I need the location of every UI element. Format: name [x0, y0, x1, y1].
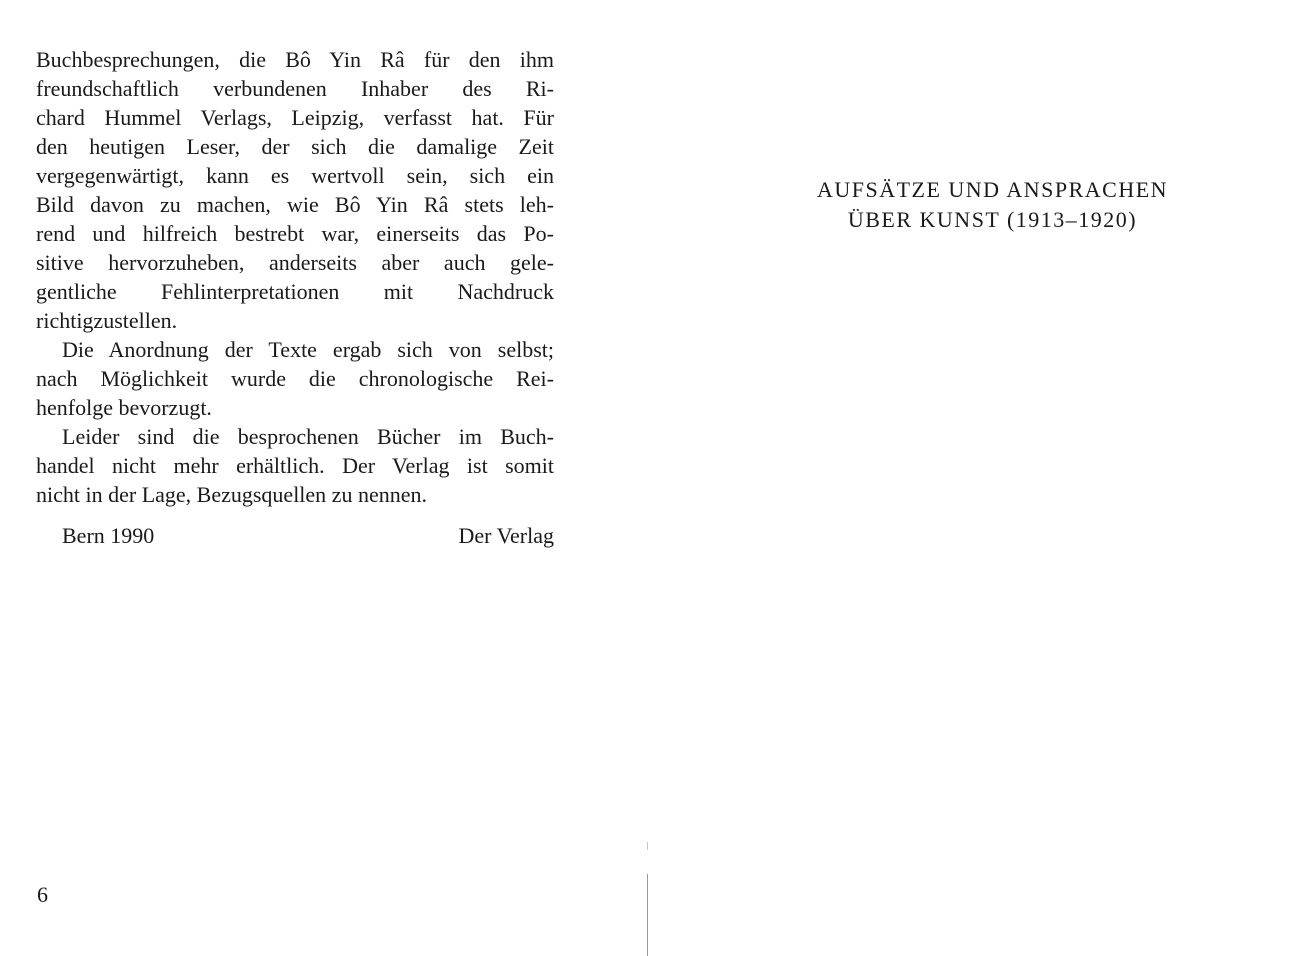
right-page	[650, 0, 1300, 956]
signature-row	[62, 521, 554, 550]
section-title	[800, 175, 1185, 235]
text-line: nach Möglichkeit wurde die chronologische Rei-	[36, 366, 554, 391]
gutter-mark	[647, 842, 648, 850]
page-number: 6	[37, 882, 48, 907]
section-title-line-2: ÜBER KUNST (1913–1920)	[847, 207, 1138, 232]
publisher-signature: Der Verlag	[458, 523, 554, 548]
text-line: Bild davon zu machen, wie Bô Yin Râ stets leh-	[36, 192, 554, 217]
text-line: freundschaftlich verbundenen Inhaber des Ri-	[36, 76, 554, 101]
text-line: henfolge bevorzugt.	[36, 395, 212, 420]
text-line: den heutigen Leser, der sich die damalige Zeit	[36, 134, 554, 159]
text-line: Die Anordnung der Texte ergab sich von selbst;	[62, 337, 554, 362]
gutter-line	[647, 874, 648, 956]
body-text	[36, 45, 554, 509]
text-line: sitive hervorzuheben, anderseits aber auch gele-	[36, 250, 554, 275]
text-line: Leider sind die besprochenen Bücher im Buch-	[62, 424, 554, 449]
place-date: Bern 1990	[62, 523, 155, 548]
text-line: Buchbesprechungen, die Bô Yin Râ für den ihm	[36, 47, 554, 72]
text-line: richtigzustellen.	[36, 308, 178, 333]
text-line: nicht in der Lage, Bezugsquellen zu nennen.	[36, 482, 427, 507]
text-line: handel nicht mehr erhältlich. Der Verlag ist somit	[36, 453, 554, 478]
text-line: gentliche Fehlinterpretationen mit Nachdruck	[36, 279, 554, 304]
text-line: rend und hilfreich bestrebt war, einerseits das Po-	[36, 221, 554, 246]
left-page	[0, 0, 648, 956]
text-line: vergegenwärtigt, kann es wertvoll sein, sich ein	[36, 163, 554, 188]
section-title-line-1: AUFSÄTZE UND ANSPRACHEN	[816, 177, 1169, 202]
text-line: chard Hummel Verlags, Leipzig, verfasst hat. Für	[36, 105, 554, 130]
